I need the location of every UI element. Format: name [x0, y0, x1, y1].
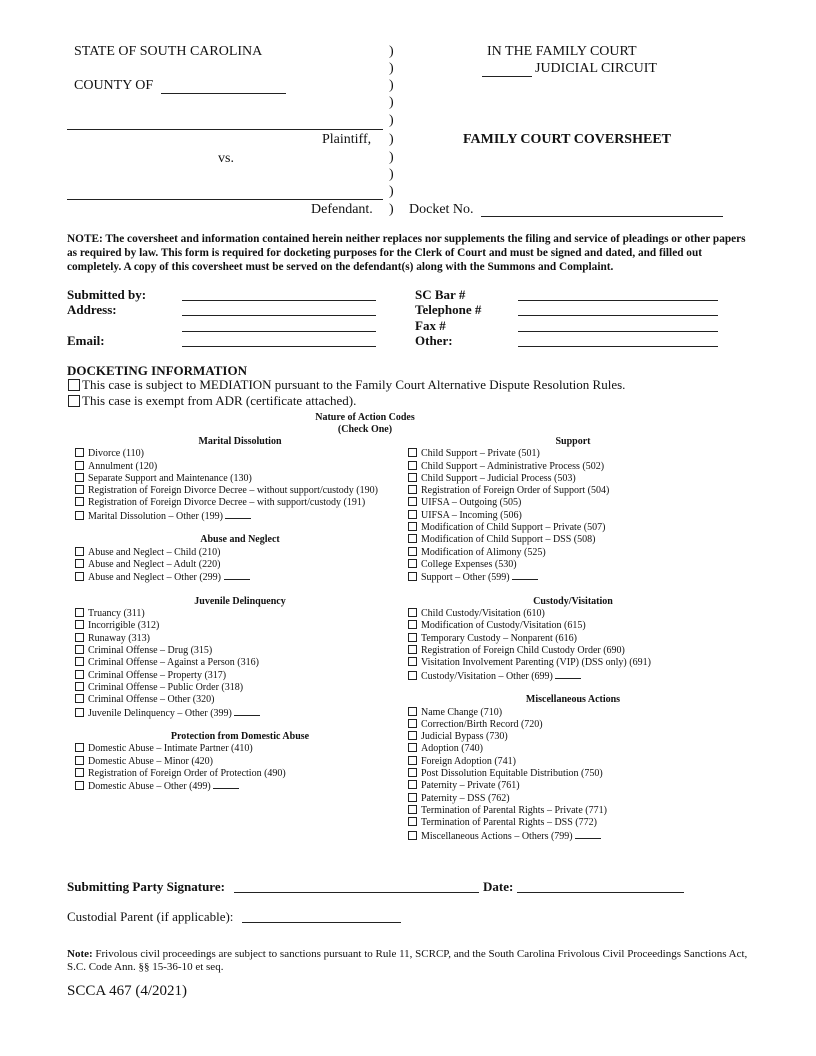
- other-specify-field[interactable]: [575, 830, 601, 839]
- action-code-label: Post Dissolution Equitable Distribution (750): [421, 768, 603, 780]
- caption-paren: ): [389, 95, 394, 110]
- action-code-checkbox[interactable]: [408, 731, 417, 740]
- action-code-label: Separate Support and Maintenance (130): [88, 472, 252, 484]
- action-code-checkbox[interactable]: [408, 633, 417, 642]
- docket-number-field[interactable]: [481, 216, 723, 217]
- action-code-option[interactable]: [408, 461, 738, 473]
- right-action-codes: [408, 436, 738, 842]
- action-code-label: Adoption (740): [421, 743, 483, 755]
- action-code-option[interactable]: [408, 817, 738, 829]
- action-code-label: Annulment (120): [88, 460, 158, 472]
- action-code-label: Correction/Birth Record (720): [421, 718, 543, 730]
- action-code-label: Divorce (110): [88, 448, 144, 460]
- action-code-checkbox[interactable]: [408, 620, 417, 629]
- action-code-label: Marital Dissolution – Other (199): [88, 510, 223, 522]
- action-code-option[interactable]: [408, 657, 738, 669]
- custodial-parent-field[interactable]: [242, 922, 401, 923]
- section-spacer: [75, 522, 405, 534]
- plaintiff-field[interactable]: [67, 129, 383, 130]
- section-heading: Juvenile Delinquency: [194, 595, 286, 607]
- address-field-1[interactable]: [182, 315, 376, 316]
- submitted-by-field[interactable]: [182, 300, 376, 301]
- section-heading: Abuse and Neglect: [200, 534, 280, 546]
- action-code-option[interactable]: [408, 731, 738, 743]
- action-code-label: Custody/Visitation – Other (699): [421, 670, 553, 682]
- section-spacer: [408, 682, 738, 694]
- state-label: STATE OF SOUTH CAROLINA: [74, 44, 263, 59]
- action-code-option[interactable]: [75, 707, 405, 719]
- action-code-option[interactable]: [408, 522, 738, 534]
- action-code-label: Abuse and Neglect – Child (210): [88, 546, 221, 558]
- action-code-option[interactable]: [408, 497, 738, 509]
- county-label: COUNTY OF: [74, 78, 154, 93]
- action-code-option[interactable]: [75, 756, 405, 768]
- action-code-label: Abuse and Neglect – Other (299): [88, 572, 222, 584]
- action-code-checkbox[interactable]: [408, 756, 417, 765]
- action-code-checkbox[interactable]: [408, 707, 417, 716]
- action-code-label: Child Support – Administrative Process (502): [421, 460, 605, 472]
- address-field-2[interactable]: [182, 331, 376, 332]
- action-code-label: Criminal Offense – Other (320): [88, 694, 215, 706]
- signature-field[interactable]: [234, 892, 479, 893]
- action-code-option[interactable]: [408, 719, 738, 731]
- sc-bar-field[interactable]: [518, 300, 718, 301]
- note-paragraph: NOTE: The coversheet and information contained herein neither replaces nor supplements the filing and service of pleadings or other papers as required by law. This form is required for docketing purposes for the Clerk of Court and must be signed and dated, and filled out completely. A copy of this coversheet must be served on the defendant(s) along with the Summons and Complaint.: [67, 233, 746, 273]
- circuit-label: JUDICIAL CIRCUIT: [535, 61, 657, 76]
- fax-label: Fax #: [415, 318, 446, 333]
- action-code-option[interactable]: [408, 707, 738, 719]
- action-code-checkbox[interactable]: [408, 448, 417, 457]
- action-code-option[interactable]: [408, 805, 738, 817]
- action-code-checkbox[interactable]: [408, 473, 417, 482]
- exempt-label: This case is exempt from ADR (certificate attached).: [82, 393, 357, 408]
- action-code-label: Paternity – Private (761): [421, 780, 520, 792]
- exempt-option[interactable]: [68, 393, 356, 409]
- section-heading: Miscellaneous Actions: [525, 694, 621, 706]
- action-code-label: Miscellaneous Actions – Others (799): [421, 830, 573, 842]
- action-code-checkbox[interactable]: [75, 743, 84, 752]
- other-specify-field[interactable]: [555, 670, 581, 679]
- action-code-label: Name Change (710): [421, 706, 503, 718]
- other-specify-field[interactable]: [234, 707, 260, 716]
- action-code-option[interactable]: [408, 473, 738, 485]
- action-code-option[interactable]: [408, 485, 738, 497]
- other-label: Other:: [415, 333, 453, 348]
- action-code-checkbox[interactable]: [408, 645, 417, 654]
- action-code-option[interactable]: [75, 645, 405, 657]
- action-code-option[interactable]: [75, 547, 405, 559]
- action-code-label: Abuse and Neglect – Adult (220): [88, 558, 221, 570]
- action-code-option[interactable]: [408, 793, 738, 805]
- action-code-checkbox[interactable]: [408, 497, 417, 506]
- action-code-option[interactable]: [75, 682, 405, 694]
- action-code-option[interactable]: [408, 830, 738, 842]
- action-code-label: Domestic Abuse – Minor (420): [88, 755, 213, 767]
- action-code-checkbox[interactable]: [75, 497, 84, 506]
- action-code-checkbox[interactable]: [408, 780, 417, 789]
- mediation-option[interactable]: [68, 377, 625, 393]
- action-code-checkbox[interactable]: [75, 473, 84, 482]
- form-id: SCCA 467 (4/2021): [67, 983, 188, 999]
- action-code-option[interactable]: [75, 620, 405, 632]
- other-specify-field[interactable]: [512, 571, 538, 580]
- action-code-checkbox[interactable]: [408, 461, 417, 470]
- action-code-checkbox[interactable]: [408, 559, 417, 568]
- section-heading: Protection from Domestic Abuse: [170, 731, 310, 743]
- section-spacer: [75, 719, 405, 731]
- action-code-option[interactable]: [408, 571, 738, 583]
- action-code-checkbox[interactable]: [75, 448, 84, 457]
- action-code-label: Runaway (313): [88, 632, 150, 644]
- signature-label: Submitting Party Signature:: [67, 879, 225, 894]
- action-code-option[interactable]: [75, 743, 405, 755]
- action-code-option[interactable]: [408, 645, 738, 657]
- section-heading: Marital Dissolution: [198, 436, 282, 447]
- action-code-label: Registration of Foreign Divorce Decree – with support/custody (191): [88, 497, 366, 509]
- action-code-option[interactable]: [408, 608, 738, 620]
- action-code-option[interactable]: [75, 608, 405, 620]
- action-code-label: Truancy (311): [88, 608, 145, 620]
- action-code-label: Modification of Alimony (525): [421, 546, 546, 558]
- section-spacer: [408, 584, 738, 596]
- other-field[interactable]: [518, 346, 718, 347]
- action-code-checkbox[interactable]: [408, 522, 417, 531]
- action-code-label: Paternity – DSS (762): [421, 792, 510, 804]
- action-code-option[interactable]: [408, 534, 738, 546]
- action-code-option[interactable]: [408, 559, 738, 571]
- action-code-option[interactable]: [75, 559, 405, 571]
- action-code-checkbox[interactable]: [75, 620, 84, 629]
- action-code-checkbox[interactable]: [408, 547, 417, 556]
- action-code-checkbox[interactable]: [408, 831, 417, 840]
- action-code-option[interactable]: [408, 768, 738, 780]
- action-code-label: UIFSA – Outgoing (505): [421, 497, 522, 509]
- action-code-checkbox[interactable]: [408, 743, 417, 752]
- docketing-heading: DOCKETING INFORMATION: [67, 363, 247, 378]
- caption-paren: ): [389, 44, 394, 59]
- caption-paren: ): [389, 113, 394, 128]
- caption-paren: ): [389, 132, 394, 147]
- action-code-option[interactable]: [75, 497, 405, 509]
- action-code-option[interactable]: [75, 510, 405, 522]
- action-code-checkbox[interactable]: [75, 559, 84, 568]
- action-code-label: Domestic Abuse – Other (499): [88, 781, 211, 793]
- other-specify-field[interactable]: [213, 780, 239, 789]
- action-code-checkbox[interactable]: [408, 719, 417, 728]
- email-field[interactable]: [182, 346, 376, 347]
- action-code-option[interactable]: [408, 756, 738, 768]
- action-code-checkbox[interactable]: [408, 817, 417, 826]
- footer-note-label: Note:: [67, 948, 93, 960]
- action-code-option[interactable]: [408, 510, 738, 522]
- action-code-label: Criminal Offense – Public Order (318): [88, 681, 244, 693]
- caption-paren: ): [389, 167, 394, 182]
- section-heading: Custody/Visitation: [533, 595, 613, 607]
- action-code-checkbox[interactable]: [75, 572, 84, 581]
- action-code-label: Modification of Custody/Visitation (615): [421, 620, 586, 632]
- email-label: Email:: [67, 333, 105, 348]
- action-code-label: Support – Other (599): [421, 572, 510, 584]
- vs-label: vs.: [218, 151, 234, 166]
- action-code-checkbox[interactable]: [75, 485, 84, 494]
- action-code-label: Criminal Offense – Against a Person (316): [88, 657, 259, 669]
- action-code-label: Child Support – Private (501): [421, 448, 540, 460]
- action-code-label: Registration of Foreign Divorce Decree – without support/custody (190): [88, 485, 378, 497]
- form-title: FAMILY COURT COVERSHEET: [463, 132, 671, 147]
- address-label: Address:: [67, 302, 117, 317]
- other-specify-field[interactable]: [224, 571, 250, 580]
- action-code-option[interactable]: [408, 547, 738, 559]
- action-code-label: Termination of Parental Rights – DSS (772): [421, 817, 597, 829]
- action-code-option[interactable]: [75, 448, 405, 460]
- caption-paren: ): [389, 61, 394, 76]
- action-code-option[interactable]: [408, 743, 738, 755]
- custodial-parent-label: Custodial Parent (if applicable):: [67, 909, 234, 924]
- action-code-checkbox[interactable]: [75, 708, 84, 717]
- action-code-label: Foreign Adoption (741): [421, 755, 516, 767]
- action-code-checkbox[interactable]: [408, 671, 417, 680]
- circuit-number-field[interactable]: [482, 76, 532, 77]
- action-code-checkbox[interactable]: [75, 633, 84, 642]
- court-label: IN THE FAMILY COURT: [487, 44, 637, 59]
- action-code-checkbox[interactable]: [408, 805, 417, 814]
- sc-bar-label: SC Bar #: [415, 287, 466, 302]
- caption-paren: ): [389, 78, 394, 93]
- submitted-by-label: Submitted by:: [67, 287, 147, 302]
- action-code-checkbox[interactable]: [408, 608, 417, 617]
- date-label: Date:: [483, 879, 514, 894]
- action-code-checkbox[interactable]: [75, 756, 84, 765]
- action-code-checkbox[interactable]: [408, 534, 417, 543]
- action-code-checkbox[interactable]: [75, 768, 84, 777]
- action-code-checkbox[interactable]: [75, 461, 84, 470]
- action-code-option[interactable]: [75, 461, 405, 473]
- action-code-checkbox[interactable]: [75, 511, 84, 520]
- mediation-label: This case is subject to MEDIATION pursuant to the Family Court Alternative Dispute Resolution Rules.: [82, 377, 626, 392]
- telephone-label: Telephone #: [415, 302, 482, 317]
- section-heading: Support: [555, 436, 591, 447]
- action-code-option[interactable]: [408, 620, 738, 632]
- action-code-label: Child Support – Judicial Process (503): [421, 472, 576, 484]
- action-code-option[interactable]: [75, 633, 405, 645]
- action-code-option[interactable]: [408, 633, 738, 645]
- action-code-checkbox[interactable]: [75, 670, 84, 679]
- action-code-label: Temporary Custody – Nonparent (616): [421, 632, 577, 644]
- action-code-option[interactable]: [75, 473, 405, 485]
- defendant-field[interactable]: [67, 199, 383, 200]
- action-code-label: Juvenile Delinquency – Other (399): [88, 707, 232, 719]
- docket-label: Docket No.: [409, 202, 474, 217]
- caption-paren: ): [389, 202, 394, 217]
- action-code-checkbox[interactable]: [75, 547, 84, 556]
- action-code-label: Modification of Child Support – Private (507): [421, 522, 606, 534]
- action-code-checkbox[interactable]: [75, 657, 84, 666]
- caption-paren: ): [389, 150, 394, 165]
- action-code-label: Registration of Foreign Child Custody Order (690): [421, 645, 625, 657]
- action-code-option[interactable]: [75, 670, 405, 682]
- action-code-label: Modification of Child Support – DSS (508): [421, 534, 596, 546]
- check-one-label: (Check One): [337, 424, 393, 435]
- action-code-checkbox[interactable]: [408, 657, 417, 666]
- action-code-option[interactable]: [75, 657, 405, 669]
- footer-note: [67, 948, 767, 974]
- date-field[interactable]: [517, 892, 684, 893]
- action-code-option[interactable]: [408, 670, 738, 682]
- action-code-label: Judicial Bypass (730): [421, 731, 508, 743]
- action-code-label: Incorrigible (312): [88, 620, 160, 632]
- action-code-option[interactable]: [75, 485, 405, 497]
- action-code-checkbox[interactable]: [408, 768, 417, 777]
- county-field[interactable]: [161, 93, 286, 94]
- action-code-checkbox[interactable]: [408, 572, 417, 581]
- action-code-label: UIFSA – Incoming (506): [421, 509, 522, 521]
- action-code-option[interactable]: [75, 768, 405, 780]
- other-specify-field[interactable]: [225, 510, 251, 519]
- footer-note-text: Frivolous civil proceedings are subject to sanctions pursuant to Rule 11, SCRCP, and the South Carolina Frivolous Civil Proceedings Sanctions Act, S.C. Code Ann. §§ 15-36-10 et seq.: [67, 948, 748, 973]
- action-code-label: College Expenses (530): [421, 558, 517, 570]
- mediation-checkbox[interactable]: [68, 379, 80, 391]
- action-code-checkbox[interactable]: [408, 510, 417, 519]
- action-code-label: Termination of Parental Rights – Private (771): [421, 804, 607, 816]
- telephone-field[interactable]: [518, 315, 718, 316]
- action-code-label: Criminal Offense – Property (317): [88, 669, 227, 681]
- action-code-label: Domestic Abuse – Intimate Partner (410): [88, 743, 253, 755]
- action-code-label: Criminal Offense – Drug (315): [88, 645, 213, 657]
- action-code-label: Registration of Foreign Order of Protection (490): [88, 768, 286, 780]
- action-code-option[interactable]: [75, 694, 405, 706]
- section-spacer: [75, 584, 405, 596]
- action-code-checkbox[interactable]: [75, 781, 84, 790]
- action-code-option[interactable]: [408, 780, 738, 792]
- action-code-option[interactable]: [75, 571, 405, 583]
- action-code-label: Visitation Involvement Parenting (VIP) (DSS only) (691): [421, 657, 651, 669]
- fax-field[interactable]: [518, 331, 718, 332]
- action-code-checkbox[interactable]: [408, 485, 417, 494]
- action-code-option[interactable]: [75, 780, 405, 792]
- nature-codes-title: Nature of Action Codes: [315, 412, 415, 423]
- action-code-checkbox[interactable]: [75, 645, 84, 654]
- action-code-checkbox[interactable]: [75, 694, 84, 703]
- action-code-checkbox[interactable]: [408, 793, 417, 802]
- action-code-option[interactable]: [408, 448, 738, 460]
- action-code-checkbox[interactable]: [75, 682, 84, 691]
- plaintiff-label: Plaintiff,: [322, 132, 372, 147]
- left-action-codes: [75, 436, 405, 793]
- action-code-checkbox[interactable]: [75, 608, 84, 617]
- exempt-checkbox[interactable]: [68, 395, 80, 407]
- caption-paren: ): [389, 184, 394, 199]
- action-code-label: Registration of Foreign Order of Support (504): [421, 485, 610, 497]
- defendant-label: Defendant.: [311, 202, 373, 217]
- action-code-label: Child Custody/Visitation (610): [421, 608, 545, 620]
